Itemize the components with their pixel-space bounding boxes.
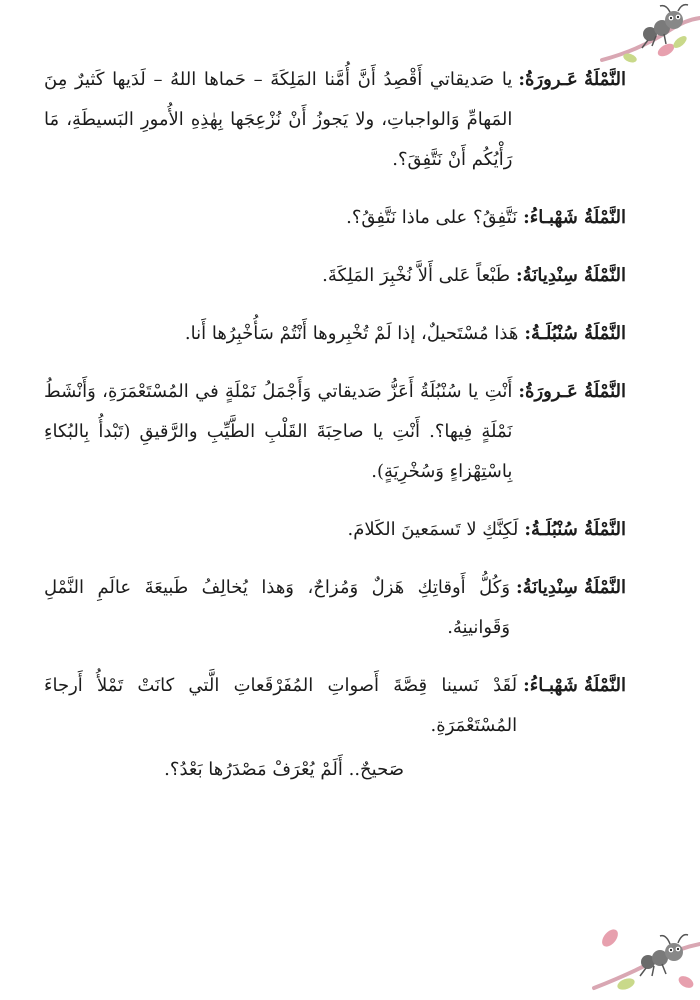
speech-continuation: صَحيحٌ.. أَلَمْ يُعْرَفْ مَصْدَرُها بَعْدُ؟. (164, 759, 404, 780)
dialogue-line (44, 314, 626, 354)
speaker-name: النَّمْلَةُ شَهْبـاءُ: (523, 675, 626, 696)
speech-text: نَتَّفِقُ؟ على ماذا نَتَّفِقُ؟. (346, 207, 518, 228)
speech-text: طَبْعاً عَلى أَلاَّ نُخْبِرَ المَلِكَةَ. (322, 265, 511, 286)
speaker-name: النَّمْلَةُ شَهْبـاءُ: (523, 207, 626, 228)
dialogue-line (44, 510, 626, 550)
speech-text: لَقَدْ نَسينا قِصَّةَ أَصواتِ المُفَرْقَعاتِ الَّتي كانَتْ تَمْلأُ أَرجاءَ المُسْتَعْمَرَةِ. (44, 675, 518, 736)
dialogue-line (44, 60, 626, 180)
speaker-name: النَّمْلَةُ عَـرورَةُ: (518, 69, 626, 90)
dialogue-line (44, 568, 626, 648)
speech-text: أَنْتِ يا سُنْبُلَةُ أَعَزُّ صَديقاتي وَأَجْمَلُ نَمْلَةٍ في المُسْتَعْمَرَةِ، وَأَنْشَطُ نَمْلَةٍ فِيها؟. أَنْتِ يا صاحِبَةَ القَلْبِ الطَّيِّبِ والرَّقيقِ (تَبْدأُ بِالبُكاءِ بِاسْتِهْزاءٍ وَسُخْرِيَةٍ). (44, 381, 513, 482)
speech-text: يا صَديقاتي أَقْصِدُ أَنَّ أُمَّنا المَلِكَةَ – حَماها اللهُ – لَدَيها كَثيرٌ مِنَ المَهامِّ وَالواجباتِ، ولا يَجوزُ أَنْ نُزْعِجَها بِهٰذِهِ الأُمورِ البَسيطَةِ، مَا رَأْيُكُم أَنْ نَتَّفِقَ؟. (44, 69, 513, 170)
speaker-name: النَّمْلَةُ سِنْدِيانَةُ: (516, 577, 626, 598)
dialogue-list (44, 60, 626, 790)
speaker-name: النَّمْلَةُ سُنْبُلَـةُ: (524, 519, 626, 540)
dialogue-line (44, 666, 626, 746)
speech-text: لَكِنَّكِ لا تَسمَعينَ الكَلامَ. (347, 519, 519, 540)
dialogue-line (44, 372, 626, 492)
speaker-name: النَّمْلَةُ سُنْبُلَـةُ: (524, 323, 626, 344)
speaker-name: النَّمْلَةُ سِنْدِيانَةُ: (516, 265, 626, 286)
speech-text: هَذا مُسْتَحيلٌ، إذا لَمْ تُخْبِروها أَنْتُمْ سَأُخْبِرُها أَنا. (184, 323, 519, 344)
speech-text: وَكُلُّ أَوقاتِكِ هَزلٌ وَمُزاحٌ، وَهذا يُخالِفُ طَبيعَةَ عالَمِ النَّمْلِ وَقَوانينِهُ. (44, 577, 511, 638)
speaker-name: النَّمْلَةُ عَـرورَةُ: (518, 381, 626, 402)
dialogue-line (44, 256, 626, 296)
dialogue-line (44, 198, 626, 238)
ant-on-branch-decoration-bottom (590, 908, 700, 1000)
